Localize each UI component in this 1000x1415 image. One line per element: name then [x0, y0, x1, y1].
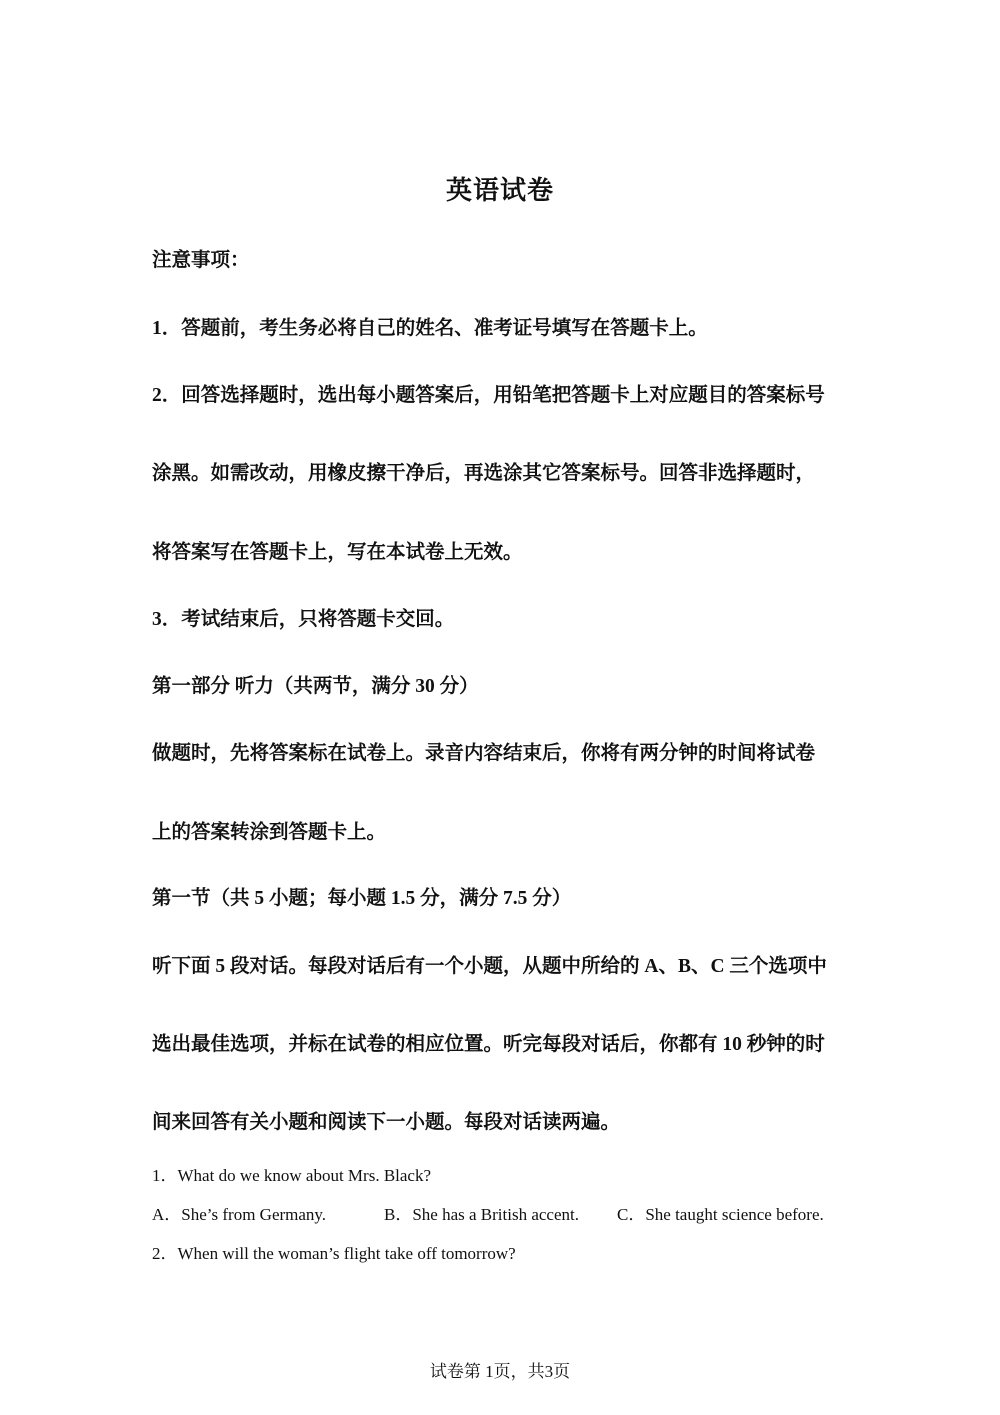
question-1-stem: 1．What do we know about Mrs. Black? — [152, 1166, 432, 1185]
question-1-option-c: C．She taught science before. — [617, 1205, 824, 1224]
notice-item-2-line-3: 将答案写在答题卡上，写在本试卷上无效。 — [152, 542, 523, 563]
question-2-stem: 2．When will the woman’s flight take off tomorrow? — [152, 1244, 516, 1263]
question-1-option-b: B．She has a British accent. — [384, 1205, 579, 1224]
section1-heading: 第一节（共 5 小题；每小题 1.5 分，满分 7.5 分） — [152, 888, 572, 909]
part1-heading: 第一部分 听力（共两节，满分 30 分） — [152, 676, 479, 697]
notice-item-1: 1．答题前，考生务必将自己的姓名、准考证号填写在答题卡上。 — [152, 318, 708, 339]
part1-instruction-line-2: 上的答案转涂到答题卡上。 — [152, 822, 387, 843]
notice-item-3: 3．考试结束后，只将答题卡交回。 — [152, 609, 455, 630]
notice-item-2-line-1: 2．回答选择题时，选出每小题答案后，用铅笔把答题卡上对应题目的答案标号 — [152, 385, 825, 406]
section1-instruction-line-1: 听下面 5 段对话。每段对话后有一个小题，从题中所给的 A、B、C 三个选项中 — [152, 956, 827, 977]
part1-instruction-line-1: 做题时，先将答案标在试卷上。录音内容结束后，你将有两分钟的时间将试卷 — [152, 743, 816, 764]
page-footer: 试卷第 1页，共3页 — [429, 1362, 571, 1381]
notice-heading: 注意事项： — [152, 250, 250, 271]
page-title: 英语试卷 — [445, 176, 554, 205]
question-1-option-a: A．She’s from Germany. — [152, 1205, 327, 1224]
notice-item-2-line-2: 涂黑。如需改动，用橡皮擦干净后，再选涂其它答案标号。回答非选择题时， — [152, 463, 816, 484]
section1-instruction-line-3: 间来回答有关小题和阅读下一小题。每段对话读两遍。 — [152, 1112, 621, 1133]
section1-instruction-line-2: 选出最佳选项，并标在试卷的相应位置。听完每段对话后，你都有 10 秒钟的时 — [152, 1034, 825, 1055]
